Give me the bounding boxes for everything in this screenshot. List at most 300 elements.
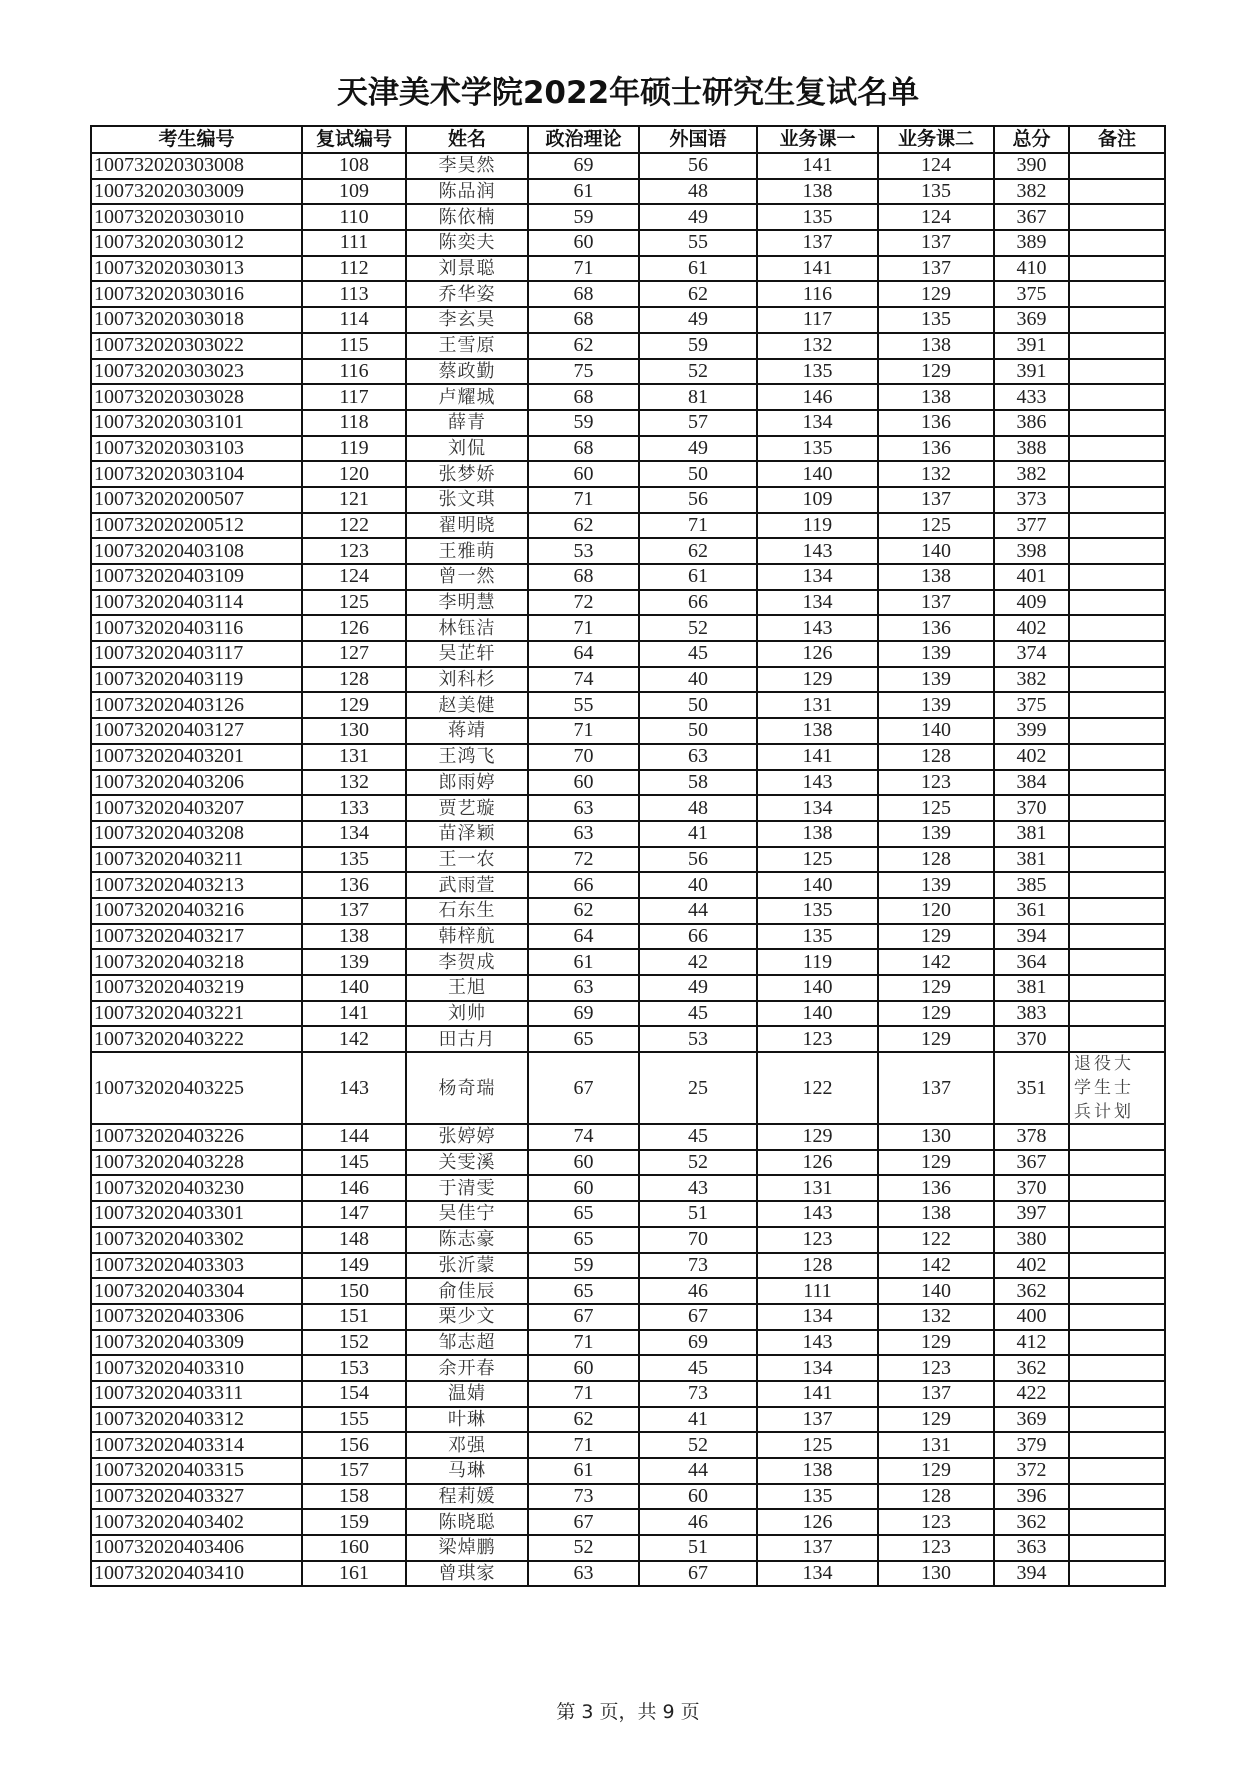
- cell-name: 李明慧: [406, 590, 528, 616]
- cell-name: 苗泽颖: [406, 821, 528, 847]
- cell-total-score: 370: [994, 795, 1069, 821]
- cell-foreign-language-score: 45: [639, 1124, 757, 1150]
- table-row: [91, 1150, 1165, 1176]
- header-politics: 政治理论: [528, 126, 639, 153]
- cell-politics-score: 63: [528, 1561, 639, 1587]
- cell-notes: [1069, 1509, 1165, 1535]
- cell-subject-two-score: 138: [878, 564, 994, 590]
- cell-foreign-language-score: 49: [639, 975, 757, 1001]
- cell-retest-number: 161: [302, 1561, 406, 1587]
- cell-foreign-language-score: 45: [639, 1355, 757, 1381]
- cell-retest-number: 160: [302, 1535, 406, 1561]
- cell-name: 李贺成: [406, 949, 528, 975]
- cell-subject-two-score: 120: [878, 898, 994, 924]
- cell-retest-number: 117: [302, 384, 406, 410]
- table-row: [91, 770, 1165, 796]
- cell-retest-number: 138: [302, 924, 406, 950]
- cell-subject-one-score: 138: [757, 821, 878, 847]
- table-row: [91, 281, 1165, 307]
- table-header-row: [91, 126, 1165, 153]
- cell-name: 俞佳辰: [406, 1278, 528, 1304]
- cell-total-score: 401: [994, 564, 1069, 590]
- cell-candidate-id: 100732020403116: [91, 615, 302, 641]
- cell-subject-two-score: 132: [878, 461, 994, 487]
- cell-politics-score: 60: [528, 461, 639, 487]
- cell-subject-two-score: 123: [878, 1355, 994, 1381]
- cell-subject-one-score: 135: [757, 204, 878, 230]
- cell-foreign-language-score: 51: [639, 1201, 757, 1227]
- cell-total-score: 370: [994, 1026, 1069, 1052]
- cell-subject-one-score: 137: [757, 230, 878, 256]
- cell-total-score: 374: [994, 641, 1069, 667]
- cell-total-score: 370: [994, 1175, 1069, 1201]
- cell-notes: [1069, 667, 1165, 693]
- cell-name: 李玄昊: [406, 307, 528, 333]
- cell-subject-two-score: 137: [878, 230, 994, 256]
- cell-foreign-language-score: 50: [639, 692, 757, 718]
- cell-candidate-id: 100732020403206: [91, 770, 302, 796]
- cell-notes: [1069, 1253, 1165, 1279]
- cell-candidate-id: 100732020403126: [91, 692, 302, 718]
- cell-total-score: 351: [994, 1052, 1069, 1124]
- cell-name: 邹志超: [406, 1330, 528, 1356]
- cell-name: 曾一然: [406, 564, 528, 590]
- cell-name: 卢耀城: [406, 384, 528, 410]
- cell-notes: [1069, 436, 1165, 462]
- cell-name: 曾琪家: [406, 1561, 528, 1587]
- cell-candidate-id: 100732020403306: [91, 1304, 302, 1330]
- cell-politics-score: 70: [528, 744, 639, 770]
- cell-candidate-id: 100732020303023: [91, 359, 302, 385]
- table-row: [91, 204, 1165, 230]
- table-row: [91, 641, 1165, 667]
- cell-name: 刘科杉: [406, 667, 528, 693]
- cell-subject-one-score: 134: [757, 1304, 878, 1330]
- cell-retest-number: 147: [302, 1201, 406, 1227]
- cell-politics-score: 71: [528, 256, 639, 282]
- table-row: [91, 1381, 1165, 1407]
- cell-subject-two-score: 136: [878, 436, 994, 462]
- table-row: [91, 1227, 1165, 1253]
- cell-politics-score: 52: [528, 1535, 639, 1561]
- cell-foreign-language-score: 49: [639, 307, 757, 333]
- cell-subject-one-score: 138: [757, 1458, 878, 1484]
- cell-politics-score: 65: [528, 1201, 639, 1227]
- table-row: [91, 1407, 1165, 1433]
- cell-notes: [1069, 1535, 1165, 1561]
- table-row: [91, 898, 1165, 924]
- cell-foreign-language-score: 61: [639, 564, 757, 590]
- cell-subject-two-score: 128: [878, 847, 994, 873]
- cell-politics-score: 67: [528, 1509, 639, 1535]
- cell-notes: [1069, 847, 1165, 873]
- cell-subject-one-score: 134: [757, 1561, 878, 1587]
- cell-retest-number: 130: [302, 718, 406, 744]
- cell-foreign-language-score: 69: [639, 1330, 757, 1356]
- cell-retest-number: 146: [302, 1175, 406, 1201]
- cell-subject-one-score: 140: [757, 1001, 878, 1027]
- cell-notes: [1069, 821, 1165, 847]
- table-row: [91, 179, 1165, 205]
- cell-subject-two-score: 140: [878, 538, 994, 564]
- cell-politics-score: 68: [528, 307, 639, 333]
- cell-subject-two-score: 122: [878, 1227, 994, 1253]
- cell-foreign-language-score: 48: [639, 795, 757, 821]
- cell-total-score: 384: [994, 770, 1069, 796]
- cell-candidate-id: 100732020403216: [91, 898, 302, 924]
- cell-notes: [1069, 1124, 1165, 1150]
- table-row: [91, 718, 1165, 744]
- cell-subject-one-score: 143: [757, 770, 878, 796]
- cell-subject-two-score: 137: [878, 1381, 994, 1407]
- table-row: [91, 436, 1165, 462]
- cell-politics-score: 68: [528, 281, 639, 307]
- cell-name: 贾艺璇: [406, 795, 528, 821]
- cell-foreign-language-score: 63: [639, 744, 757, 770]
- cell-subject-one-score: 138: [757, 718, 878, 744]
- cell-politics-score: 53: [528, 538, 639, 564]
- cell-total-score: 375: [994, 692, 1069, 718]
- cell-politics-score: 69: [528, 153, 639, 179]
- cell-politics-score: 60: [528, 770, 639, 796]
- cell-subject-one-score: 125: [757, 847, 878, 873]
- cell-politics-score: 62: [528, 898, 639, 924]
- cell-notes: [1069, 692, 1165, 718]
- cell-subject-one-score: 109: [757, 487, 878, 513]
- cell-retest-number: 157: [302, 1458, 406, 1484]
- cell-politics-score: 60: [528, 1355, 639, 1381]
- cell-notes: [1069, 1381, 1165, 1407]
- cell-candidate-id: 100732020403211: [91, 847, 302, 873]
- cell-retest-number: 145: [302, 1150, 406, 1176]
- cell-politics-score: 71: [528, 1330, 639, 1356]
- cell-politics-score: 74: [528, 667, 639, 693]
- cell-subject-one-score: 135: [757, 898, 878, 924]
- cell-name: 乔华姿: [406, 281, 528, 307]
- table-row: [91, 1509, 1165, 1535]
- cell-subject-one-score: 137: [757, 1535, 878, 1561]
- cell-politics-score: 59: [528, 410, 639, 436]
- cell-name: 马琳: [406, 1458, 528, 1484]
- cell-politics-score: 63: [528, 795, 639, 821]
- cell-total-score: 363: [994, 1535, 1069, 1561]
- cell-total-score: 361: [994, 898, 1069, 924]
- cell-retest-number: 153: [302, 1355, 406, 1381]
- cell-candidate-id: 100732020403217: [91, 924, 302, 950]
- cell-politics-score: 68: [528, 384, 639, 410]
- cell-retest-number: 125: [302, 590, 406, 616]
- cell-total-score: 382: [994, 461, 1069, 487]
- cell-name: 邓强: [406, 1432, 528, 1458]
- cell-name: 王鸿飞: [406, 744, 528, 770]
- cell-subject-two-score: 138: [878, 384, 994, 410]
- cell-subject-two-score: 129: [878, 1150, 994, 1176]
- cell-notes: [1069, 384, 1165, 410]
- cell-notes: [1069, 513, 1165, 539]
- cell-candidate-id: 100732020200512: [91, 513, 302, 539]
- cell-total-score: 381: [994, 847, 1069, 873]
- table-row: [91, 487, 1165, 513]
- cell-politics-score: 72: [528, 590, 639, 616]
- cell-notes: [1069, 1432, 1165, 1458]
- cell-politics-score: 74: [528, 1124, 639, 1150]
- table-row: [91, 821, 1165, 847]
- cell-foreign-language-score: 51: [639, 1535, 757, 1561]
- cell-retest-number: 134: [302, 821, 406, 847]
- cell-notes: [1069, 1458, 1165, 1484]
- cell-politics-score: 68: [528, 436, 639, 462]
- cell-subject-one-score: 135: [757, 359, 878, 385]
- cell-subject-one-score: 126: [757, 1509, 878, 1535]
- cell-subject-one-score: 135: [757, 1484, 878, 1510]
- cell-foreign-language-score: 25: [639, 1052, 757, 1124]
- cell-politics-score: 64: [528, 924, 639, 950]
- cell-total-score: 412: [994, 1330, 1069, 1356]
- cell-notes: [1069, 795, 1165, 821]
- cell-notes: [1069, 1227, 1165, 1253]
- cell-retest-number: 151: [302, 1304, 406, 1330]
- cell-candidate-id: 100732020403108: [91, 538, 302, 564]
- cell-subject-one-score: 135: [757, 436, 878, 462]
- cell-total-score: 372: [994, 1458, 1069, 1484]
- cell-total-score: 362: [994, 1355, 1069, 1381]
- cell-notes: [1069, 487, 1165, 513]
- cell-candidate-id: 100732020303018: [91, 307, 302, 333]
- cell-total-score: 400: [994, 1304, 1069, 1330]
- table-row: [91, 307, 1165, 333]
- cell-subject-one-score: 141: [757, 1381, 878, 1407]
- cell-candidate-id: 100732020303104: [91, 461, 302, 487]
- cell-subject-one-score: 134: [757, 410, 878, 436]
- cell-subject-two-score: 130: [878, 1124, 994, 1150]
- cell-foreign-language-score: 46: [639, 1278, 757, 1304]
- cell-foreign-language-score: 73: [639, 1381, 757, 1407]
- cell-politics-score: 59: [528, 1253, 639, 1279]
- cell-total-score: 381: [994, 975, 1069, 1001]
- cell-subject-two-score: 140: [878, 1278, 994, 1304]
- cell-politics-score: 63: [528, 821, 639, 847]
- cell-candidate-id: 100732020403201: [91, 744, 302, 770]
- cell-notes: [1069, 153, 1165, 179]
- table-row: [91, 744, 1165, 770]
- cell-subject-two-score: 125: [878, 513, 994, 539]
- cell-subject-two-score: 129: [878, 281, 994, 307]
- cell-name: 韩梓航: [406, 924, 528, 950]
- cell-candidate-id: 100732020303008: [91, 153, 302, 179]
- cell-subject-two-score: 142: [878, 949, 994, 975]
- cell-subject-one-score: 123: [757, 1227, 878, 1253]
- cell-subject-two-score: 138: [878, 333, 994, 359]
- table-row: [91, 1561, 1165, 1587]
- cell-politics-score: 59: [528, 204, 639, 230]
- table-row: [91, 1304, 1165, 1330]
- cell-subject-one-score: 128: [757, 1253, 878, 1279]
- cell-foreign-language-score: 56: [639, 153, 757, 179]
- cell-foreign-language-score: 66: [639, 924, 757, 950]
- cell-notes: [1069, 898, 1165, 924]
- cell-subject-one-score: 126: [757, 641, 878, 667]
- table-row: [91, 1432, 1165, 1458]
- cell-candidate-id: 100732020403208: [91, 821, 302, 847]
- cell-subject-one-score: 125: [757, 1432, 878, 1458]
- table-row: [91, 872, 1165, 898]
- cell-retest-number: 112: [302, 256, 406, 282]
- table-body: [91, 153, 1165, 1586]
- cell-total-score: 391: [994, 333, 1069, 359]
- cell-candidate-id: 100732020303013: [91, 256, 302, 282]
- cell-retest-number: 159: [302, 1509, 406, 1535]
- cell-subject-one-score: 126: [757, 1150, 878, 1176]
- cell-notes: [1069, 872, 1165, 898]
- cell-foreign-language-score: 52: [639, 1432, 757, 1458]
- cell-subject-one-score: 129: [757, 667, 878, 693]
- cell-candidate-id: 100732020403119: [91, 667, 302, 693]
- cell-candidate-id: 100732020403228: [91, 1150, 302, 1176]
- cell-candidate-id: 100732020403303: [91, 1253, 302, 1279]
- header-total: 总分: [994, 126, 1069, 153]
- cell-total-score: 364: [994, 949, 1069, 975]
- cell-retest-number: 139: [302, 949, 406, 975]
- cell-subject-two-score: 130: [878, 1561, 994, 1587]
- cell-candidate-id: 100732020403207: [91, 795, 302, 821]
- cell-subject-two-score: 129: [878, 975, 994, 1001]
- cell-retest-number: 155: [302, 1407, 406, 1433]
- cell-total-score: 390: [994, 153, 1069, 179]
- cell-politics-score: 71: [528, 487, 639, 513]
- cell-candidate-id: 100732020403314: [91, 1432, 302, 1458]
- cell-retest-number: 152: [302, 1330, 406, 1356]
- cell-candidate-id: 100732020403311: [91, 1381, 302, 1407]
- cell-politics-score: 55: [528, 692, 639, 718]
- cell-retest-number: 149: [302, 1253, 406, 1279]
- cell-subject-one-score: 111: [757, 1278, 878, 1304]
- cell-retest-number: 108: [302, 153, 406, 179]
- cell-retest-number: 116: [302, 359, 406, 385]
- cell-retest-number: 143: [302, 1052, 406, 1124]
- table-row: [91, 230, 1165, 256]
- cell-retest-number: 135: [302, 847, 406, 873]
- table-row: [91, 1201, 1165, 1227]
- cell-candidate-id: 100732020403222: [91, 1026, 302, 1052]
- cell-politics-score: 75: [528, 359, 639, 385]
- cell-total-score: 394: [994, 1561, 1069, 1587]
- cell-notes: [1069, 1407, 1165, 1433]
- cell-subject-one-score: 131: [757, 1175, 878, 1201]
- cell-retest-number: 137: [302, 898, 406, 924]
- cell-subject-two-score: 140: [878, 718, 994, 744]
- cell-notes: [1069, 975, 1165, 1001]
- cell-total-score: 402: [994, 744, 1069, 770]
- table-row: [91, 1458, 1165, 1484]
- cell-subject-two-score: 136: [878, 1175, 994, 1201]
- cell-name: 蒋靖: [406, 718, 528, 744]
- cell-subject-one-score: 143: [757, 615, 878, 641]
- cell-name: 张文琪: [406, 487, 528, 513]
- table-row: [91, 410, 1165, 436]
- table-row: [91, 461, 1165, 487]
- cell-subject-two-score: 131: [878, 1432, 994, 1458]
- cell-total-score: 377: [994, 513, 1069, 539]
- cell-subject-one-score: 143: [757, 1330, 878, 1356]
- cell-subject-two-score: 139: [878, 667, 994, 693]
- cell-retest-number: 150: [302, 1278, 406, 1304]
- cell-retest-number: 113: [302, 281, 406, 307]
- cell-candidate-id: 100732020403410: [91, 1561, 302, 1587]
- cell-subject-two-score: 135: [878, 307, 994, 333]
- cell-candidate-id: 100732020403213: [91, 872, 302, 898]
- table-row: [91, 924, 1165, 950]
- cell-notes: [1069, 1150, 1165, 1176]
- cell-name: 陈志豪: [406, 1227, 528, 1253]
- cell-foreign-language-score: 67: [639, 1561, 757, 1587]
- cell-foreign-language-score: 60: [639, 1484, 757, 1510]
- cell-notes: [1069, 1052, 1165, 1124]
- cell-retest-number: 133: [302, 795, 406, 821]
- table-row: [91, 615, 1165, 641]
- cell-retest-number: 127: [302, 641, 406, 667]
- cell-candidate-id: 100732020403302: [91, 1227, 302, 1253]
- cell-total-score: 422: [994, 1381, 1069, 1407]
- cell-foreign-language-score: 44: [639, 1458, 757, 1484]
- cell-politics-score: 62: [528, 333, 639, 359]
- cell-notes: [1069, 641, 1165, 667]
- cell-notes: [1069, 204, 1165, 230]
- cell-subject-one-score: 134: [757, 590, 878, 616]
- cell-name: 刘侃: [406, 436, 528, 462]
- cell-total-score: 409: [994, 590, 1069, 616]
- cell-foreign-language-score: 44: [639, 898, 757, 924]
- cell-foreign-language-score: 52: [639, 1150, 757, 1176]
- cell-subject-one-score: 132: [757, 333, 878, 359]
- cell-retest-number: 144: [302, 1124, 406, 1150]
- table-row: [91, 333, 1165, 359]
- table-row: [91, 975, 1165, 1001]
- cell-foreign-language-score: 73: [639, 1253, 757, 1279]
- table-row: [91, 590, 1165, 616]
- table-row: [91, 847, 1165, 873]
- cell-foreign-language-score: 56: [639, 487, 757, 513]
- cell-subject-one-score: 129: [757, 1124, 878, 1150]
- cell-name: 张梦娇: [406, 461, 528, 487]
- cell-subject-one-score: 134: [757, 1355, 878, 1381]
- cell-name: 栗少文: [406, 1304, 528, 1330]
- cell-notes: [1069, 1355, 1165, 1381]
- cell-subject-one-score: 119: [757, 949, 878, 975]
- page-title: 天津美术学院2022年硕士研究生复试名单: [336, 75, 920, 111]
- cell-foreign-language-score: 66: [639, 590, 757, 616]
- cell-politics-score: 67: [528, 1304, 639, 1330]
- cell-foreign-language-score: 53: [639, 1026, 757, 1052]
- cell-politics-score: 71: [528, 1432, 639, 1458]
- cell-candidate-id: 100732020403406: [91, 1535, 302, 1561]
- cell-retest-number: 122: [302, 513, 406, 539]
- cell-name: 翟明晓: [406, 513, 528, 539]
- cell-notes: [1069, 1561, 1165, 1587]
- cell-candidate-id: 100732020303016: [91, 281, 302, 307]
- cell-politics-score: 68: [528, 564, 639, 590]
- cell-candidate-id: 100732020303022: [91, 333, 302, 359]
- cell-candidate-id: 100732020403218: [91, 949, 302, 975]
- cell-candidate-id: 100732020403225: [91, 1052, 302, 1124]
- cell-name: 吴佳宁: [406, 1201, 528, 1227]
- note-text: 退役大学生士兵计划: [1074, 1054, 1134, 1123]
- cell-foreign-language-score: 41: [639, 1407, 757, 1433]
- cell-name: 叶琳: [406, 1407, 528, 1433]
- cell-total-score: 402: [994, 615, 1069, 641]
- table-row: [91, 153, 1165, 179]
- cell-candidate-id: 100732020403221: [91, 1001, 302, 1027]
- cell-foreign-language-score: 81: [639, 384, 757, 410]
